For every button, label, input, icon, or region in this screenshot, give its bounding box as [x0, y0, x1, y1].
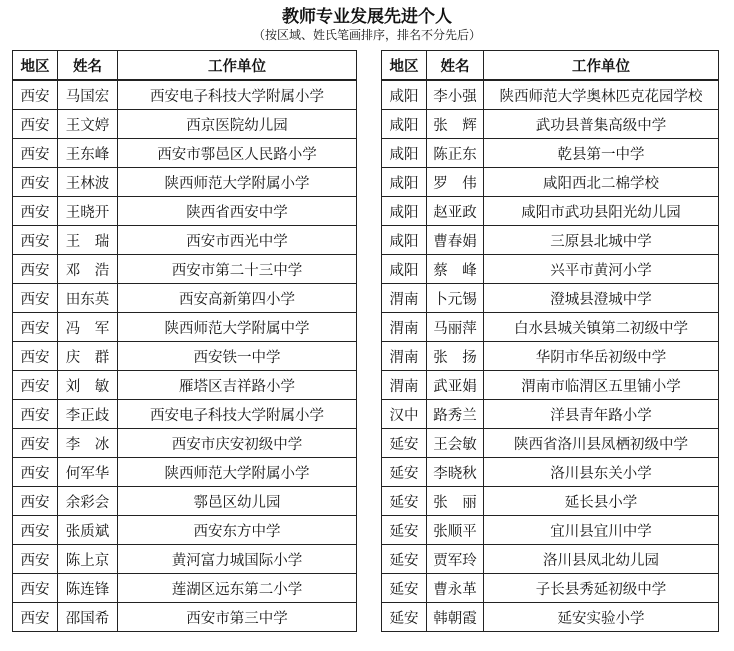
table-row — [13, 400, 357, 429]
table-row — [13, 168, 357, 197]
region-cell: 西安 — [13, 371, 58, 400]
unit-cell: 西安市第三中学 — [118, 603, 357, 632]
region-cell: 西安 — [13, 574, 58, 603]
region-cell: 咸阳 — [382, 226, 427, 255]
region-cell: 西安 — [13, 487, 58, 516]
region-cell: 西安 — [13, 313, 58, 342]
unit-cell: 宜川县宜川中学 — [484, 516, 719, 545]
name-cell: 李小强 — [427, 80, 484, 110]
region-cell: 渭南 — [382, 371, 427, 400]
header-region: 地区 — [382, 51, 427, 81]
region-cell: 西安 — [13, 429, 58, 458]
region-cell: 咸阳 — [382, 139, 427, 168]
name-cell: 邓 浩 — [58, 255, 118, 284]
name-cell: 张质斌 — [58, 516, 118, 545]
roster-table-left — [12, 50, 357, 632]
name-cell: 李晓秋 — [427, 458, 484, 487]
unit-cell: 延长县小学 — [484, 487, 719, 516]
region-cell: 延安 — [382, 545, 427, 574]
roster-table-right — [381, 50, 719, 632]
table-row — [382, 313, 719, 342]
header-unit: 工作单位 — [484, 51, 719, 81]
unit-cell: 子长县秀延初级中学 — [484, 574, 719, 603]
name-cell: 赵亚政 — [427, 197, 484, 226]
table-row — [382, 226, 719, 255]
table-row — [382, 516, 719, 545]
table-row — [382, 603, 719, 632]
unit-cell: 三原县北城中学 — [484, 226, 719, 255]
region-cell: 延安 — [382, 516, 427, 545]
region-cell: 西安 — [13, 284, 58, 313]
name-cell: 张 扬 — [427, 342, 484, 371]
region-cell: 渭南 — [382, 342, 427, 371]
table-row — [382, 429, 719, 458]
table-row — [13, 80, 357, 110]
table-row — [13, 574, 357, 603]
roster-body-left — [13, 80, 357, 632]
region-cell: 西安 — [13, 80, 58, 110]
table-row — [382, 255, 719, 284]
region-cell: 延安 — [382, 429, 427, 458]
unit-cell: 乾县第一中学 — [484, 139, 719, 168]
unit-cell: 西安市西光中学 — [118, 226, 357, 255]
unit-cell: 陕西师范大学附属中学 — [118, 313, 357, 342]
unit-cell: 西安东方中学 — [118, 516, 357, 545]
unit-cell: 陕西师范大学附属小学 — [118, 168, 357, 197]
unit-cell: 莲湖区远东第二小学 — [118, 574, 357, 603]
region-cell: 西安 — [13, 400, 58, 429]
region-cell: 西安 — [13, 603, 58, 632]
name-cell: 李 冰 — [58, 429, 118, 458]
name-cell: 曹春娟 — [427, 226, 484, 255]
region-cell: 西安 — [13, 545, 58, 574]
unit-cell: 兴平市黄河小学 — [484, 255, 719, 284]
region-cell: 咸阳 — [382, 168, 427, 197]
table-row — [382, 110, 719, 139]
table-row — [13, 603, 357, 632]
table-row — [13, 284, 357, 313]
region-cell: 延安 — [382, 458, 427, 487]
table-row — [382, 458, 719, 487]
name-cell: 陈上京 — [58, 545, 118, 574]
region-cell: 西安 — [13, 458, 58, 487]
region-cell: 咸阳 — [382, 197, 427, 226]
page-title: 教师专业发展先进个人 — [282, 7, 452, 27]
name-cell: 陈连锋 — [58, 574, 118, 603]
name-cell: 王文婷 — [58, 110, 118, 139]
unit-cell: 陕西省洛川县凤栖初级中学 — [484, 429, 719, 458]
roster-body-right — [382, 80, 719, 632]
unit-cell: 延安实验小学 — [484, 603, 719, 632]
region-cell: 汉中 — [382, 400, 427, 429]
table-row — [13, 545, 357, 574]
unit-cell: 西京医院幼儿园 — [118, 110, 357, 139]
table-header-row — [13, 51, 357, 81]
table-row — [382, 284, 719, 313]
table-row — [382, 487, 719, 516]
table-row — [382, 139, 719, 168]
unit-cell: 黄河富力城国际小学 — [118, 545, 357, 574]
table-row — [382, 342, 719, 371]
name-cell: 王 瑞 — [58, 226, 118, 255]
table-header-row — [382, 51, 719, 81]
region-cell: 西安 — [13, 110, 58, 139]
name-cell: 张 丽 — [427, 487, 484, 516]
unit-cell: 西安电子科技大学附属小学 — [118, 80, 357, 110]
region-cell: 西安 — [13, 139, 58, 168]
name-cell: 武亚娟 — [427, 371, 484, 400]
name-cell: 王东峰 — [58, 139, 118, 168]
name-cell: 王林波 — [58, 168, 118, 197]
unit-cell: 雁塔区吉祥路小学 — [118, 371, 357, 400]
region-cell: 西安 — [13, 255, 58, 284]
unit-cell: 西安市第二十三中学 — [118, 255, 357, 284]
table-row — [382, 371, 719, 400]
table-row — [13, 429, 357, 458]
region-cell: 咸阳 — [382, 80, 427, 110]
table-row — [382, 197, 719, 226]
name-cell: 张顺平 — [427, 516, 484, 545]
unit-cell: 洋县青年路小学 — [484, 400, 719, 429]
unit-cell: 陕西省西安中学 — [118, 197, 357, 226]
unit-cell: 洛川县东关小学 — [484, 458, 719, 487]
unit-cell: 西安铁一中学 — [118, 342, 357, 371]
region-cell: 咸阳 — [382, 110, 427, 139]
unit-cell: 西安高新第四小学 — [118, 284, 357, 313]
table-row — [13, 516, 357, 545]
unit-cell: 西安市庆安初级中学 — [118, 429, 357, 458]
region-cell: 渭南 — [382, 313, 427, 342]
table-row — [382, 574, 719, 603]
name-cell: 贾军玲 — [427, 545, 484, 574]
table-row — [13, 255, 357, 284]
region-cell: 西安 — [13, 168, 58, 197]
name-cell: 庆 群 — [58, 342, 118, 371]
name-cell: 何军华 — [58, 458, 118, 487]
name-cell: 张 辉 — [427, 110, 484, 139]
region-cell: 西安 — [13, 342, 58, 371]
name-cell: 马国宏 — [58, 80, 118, 110]
header-name: 姓名 — [58, 51, 118, 81]
name-cell: 王会敏 — [427, 429, 484, 458]
unit-cell: 陕西师范大学奥林匹克花园学校 — [484, 80, 719, 110]
name-cell: 曹永革 — [427, 574, 484, 603]
unit-cell: 渭南市临渭区五里铺小学 — [484, 371, 719, 400]
name-cell: 余彩会 — [58, 487, 118, 516]
name-cell: 王晓开 — [58, 197, 118, 226]
name-cell: 李正歧 — [58, 400, 118, 429]
table-row — [382, 80, 719, 110]
table-row — [13, 487, 357, 516]
name-cell: 刘 敏 — [58, 371, 118, 400]
header-name: 姓名 — [427, 51, 484, 81]
header-unit: 工作单位 — [118, 51, 357, 81]
table-row — [382, 545, 719, 574]
unit-cell: 武功县普集高级中学 — [484, 110, 719, 139]
region-cell: 延安 — [382, 574, 427, 603]
region-cell: 渭南 — [382, 284, 427, 313]
name-cell: 韩朝霞 — [427, 603, 484, 632]
unit-cell: 陕西师范大学附属小学 — [118, 458, 357, 487]
unit-cell: 鄠邑区幼儿园 — [118, 487, 357, 516]
name-cell: 冯 军 — [58, 313, 118, 342]
name-cell: 邵国希 — [58, 603, 118, 632]
region-cell: 西安 — [13, 197, 58, 226]
table-row — [13, 458, 357, 487]
region-cell: 延安 — [382, 603, 427, 632]
table-row — [13, 371, 357, 400]
name-cell: 路秀兰 — [427, 400, 484, 429]
region-cell: 西安 — [13, 226, 58, 255]
name-cell: 蔡 峰 — [427, 255, 484, 284]
unit-cell: 西安电子科技大学附属小学 — [118, 400, 357, 429]
table-row — [13, 110, 357, 139]
name-cell: 卜元锡 — [427, 284, 484, 313]
table-row — [13, 342, 357, 371]
unit-cell: 咸阳市武功县阳光幼儿园 — [484, 197, 719, 226]
unit-cell: 洛川县凤北幼儿园 — [484, 545, 719, 574]
header-region: 地区 — [13, 51, 58, 81]
region-cell: 延安 — [382, 487, 427, 516]
unit-cell: 咸阳西北二棉学校 — [484, 168, 719, 197]
table-row — [382, 168, 719, 197]
name-cell: 罗 伟 — [427, 168, 484, 197]
unit-cell: 西安市鄠邑区人民路小学 — [118, 139, 357, 168]
table-row — [13, 226, 357, 255]
region-cell: 咸阳 — [382, 255, 427, 284]
unit-cell: 澄城县澄城中学 — [484, 284, 719, 313]
name-cell: 马丽萍 — [427, 313, 484, 342]
unit-cell: 白水县城关镇第二初级中学 — [484, 313, 719, 342]
unit-cell: 华阴市华岳初级中学 — [484, 342, 719, 371]
table-row — [13, 139, 357, 168]
name-cell: 陈正东 — [427, 139, 484, 168]
page-subtitle: （按区域、姓氏笔画排序，排名不分先后） — [252, 28, 481, 42]
table-row — [382, 400, 719, 429]
table-row — [13, 197, 357, 226]
table-row — [13, 313, 357, 342]
region-cell: 西安 — [13, 516, 58, 545]
name-cell: 田东英 — [58, 284, 118, 313]
